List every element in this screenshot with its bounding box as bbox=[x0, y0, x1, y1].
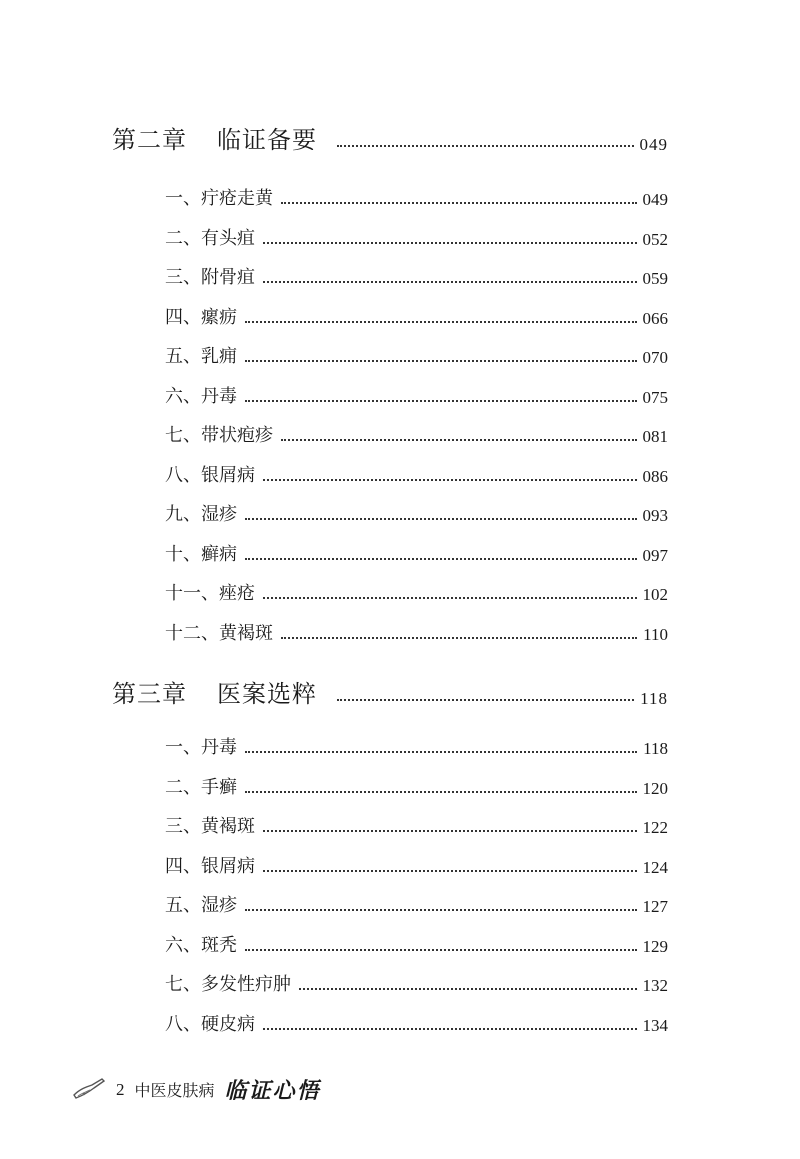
chapter-heading[interactable] bbox=[112, 674, 668, 709]
chapter-page-number: 049 bbox=[639, 135, 668, 154]
entry-page-number: 129 bbox=[642, 937, 668, 956]
entry-page-number: 097 bbox=[642, 546, 668, 565]
toc-entry[interactable] bbox=[165, 342, 668, 368]
toc-entry[interactable] bbox=[165, 773, 668, 799]
toc-entry[interactable] bbox=[165, 931, 668, 957]
entry-page-number: 120 bbox=[642, 779, 668, 798]
entry-page-number: 132 bbox=[642, 976, 668, 995]
entry-label: 六、斑秃 bbox=[165, 935, 237, 956]
dot-leader bbox=[263, 830, 637, 832]
toc-entry[interactable] bbox=[165, 733, 668, 759]
entry-label: 五、湿疹 bbox=[165, 895, 237, 916]
toc-entry[interactable] bbox=[165, 184, 668, 210]
entry-page-number: 059 bbox=[642, 269, 668, 288]
dot-leader bbox=[263, 597, 637, 599]
book-subtitle-calligraphy: 临证心悟 bbox=[224, 1078, 321, 1104]
chapter-title: 医案选粹 bbox=[217, 680, 317, 708]
page-number: 2 bbox=[116, 1079, 125, 1099]
toc-entry[interactable] bbox=[165, 421, 668, 447]
entry-label: 三、附骨疽 bbox=[165, 267, 255, 288]
entry-label: 十一、痤疮 bbox=[165, 583, 255, 604]
toc-entry[interactable] bbox=[165, 303, 668, 329]
entry-page-number: 102 bbox=[642, 585, 668, 604]
toc-entry[interactable] bbox=[165, 852, 668, 878]
dot-leader bbox=[245, 751, 637, 753]
entry-page-number: 081 bbox=[642, 427, 668, 446]
entry-label: 一、疔疮走黄 bbox=[165, 188, 273, 209]
dot-leader bbox=[337, 699, 634, 701]
toc-entry[interactable] bbox=[165, 891, 668, 917]
dot-leader bbox=[263, 870, 637, 872]
entry-label: 九、湿疹 bbox=[165, 504, 237, 525]
book-title: 中医皮肤病 bbox=[134, 1081, 215, 1100]
toc-entry[interactable] bbox=[165, 812, 668, 838]
toc-entry[interactable] bbox=[165, 540, 668, 566]
dot-leader bbox=[245, 558, 637, 560]
entry-page-number: 075 bbox=[642, 388, 668, 407]
dot-leader bbox=[281, 202, 637, 204]
toc-entry[interactable] bbox=[165, 224, 668, 250]
entry-page-number: 110 bbox=[643, 625, 668, 644]
toc-entry[interactable] bbox=[165, 970, 668, 996]
entry-page-number: 124 bbox=[642, 858, 668, 877]
entry-page-number: 052 bbox=[642, 230, 668, 249]
dot-leader bbox=[263, 242, 637, 244]
entry-page-number: 122 bbox=[642, 818, 668, 837]
dot-leader bbox=[337, 145, 634, 147]
entry-page-number: 134 bbox=[642, 1016, 668, 1035]
chapter-number: 第二章 bbox=[112, 126, 187, 154]
toc-entry[interactable] bbox=[165, 263, 668, 289]
toc-entry[interactable] bbox=[165, 579, 668, 605]
dot-leader bbox=[281, 439, 637, 441]
dot-leader bbox=[299, 988, 637, 990]
dot-leader bbox=[245, 360, 637, 362]
dot-leader bbox=[245, 400, 637, 402]
toc-entry[interactable] bbox=[165, 500, 668, 526]
entry-page-number: 066 bbox=[642, 309, 668, 328]
entry-label: 七、带状疱疹 bbox=[165, 425, 273, 446]
entry-label: 六、丹毒 bbox=[165, 386, 237, 407]
entry-label: 十、癣病 bbox=[165, 544, 237, 565]
toc-entry[interactable] bbox=[165, 619, 668, 645]
dot-leader bbox=[245, 321, 637, 323]
entry-label: 四、银屑病 bbox=[165, 856, 255, 877]
entry-label: 二、手癣 bbox=[165, 777, 237, 798]
chapter-title: 临证备要 bbox=[217, 126, 317, 154]
entry-label: 八、银屑病 bbox=[165, 465, 255, 486]
chapter-heading[interactable] bbox=[112, 120, 668, 155]
dot-leader bbox=[263, 281, 637, 283]
entry-label: 七、多发性疖肿 bbox=[165, 974, 291, 995]
entry-page-number: 127 bbox=[642, 897, 668, 916]
hand-brush-icon bbox=[72, 1075, 106, 1105]
dot-leader bbox=[281, 637, 637, 639]
entry-label: 十二、黄褐斑 bbox=[165, 623, 273, 644]
entry-page-number: 049 bbox=[642, 190, 668, 209]
entry-label: 一、丹毒 bbox=[165, 737, 237, 758]
toc-entry[interactable] bbox=[165, 382, 668, 408]
dot-leader bbox=[263, 1028, 637, 1030]
entry-page-number: 070 bbox=[642, 348, 668, 367]
entry-label: 五、乳痈 bbox=[165, 346, 237, 367]
entry-label: 四、瘰疬 bbox=[165, 307, 237, 328]
toc-entry[interactable] bbox=[165, 461, 668, 487]
entry-label: 三、黄褐斑 bbox=[165, 816, 255, 837]
dot-leader bbox=[245, 949, 637, 951]
chapter-number: 第三章 bbox=[112, 680, 187, 708]
chapter-page-number: 118 bbox=[640, 689, 668, 708]
toc-entry[interactable] bbox=[165, 1010, 668, 1036]
dot-leader bbox=[245, 518, 637, 520]
page-footer bbox=[72, 1074, 321, 1105]
dot-leader bbox=[245, 791, 637, 793]
entry-label: 八、硬皮病 bbox=[165, 1014, 255, 1035]
entry-page-number: 093 bbox=[642, 506, 668, 525]
dot-leader bbox=[263, 479, 637, 481]
entry-label: 二、有头疽 bbox=[165, 228, 255, 249]
entry-page-number: 086 bbox=[642, 467, 668, 486]
dot-leader bbox=[245, 909, 637, 911]
entry-page-number: 118 bbox=[643, 739, 668, 758]
